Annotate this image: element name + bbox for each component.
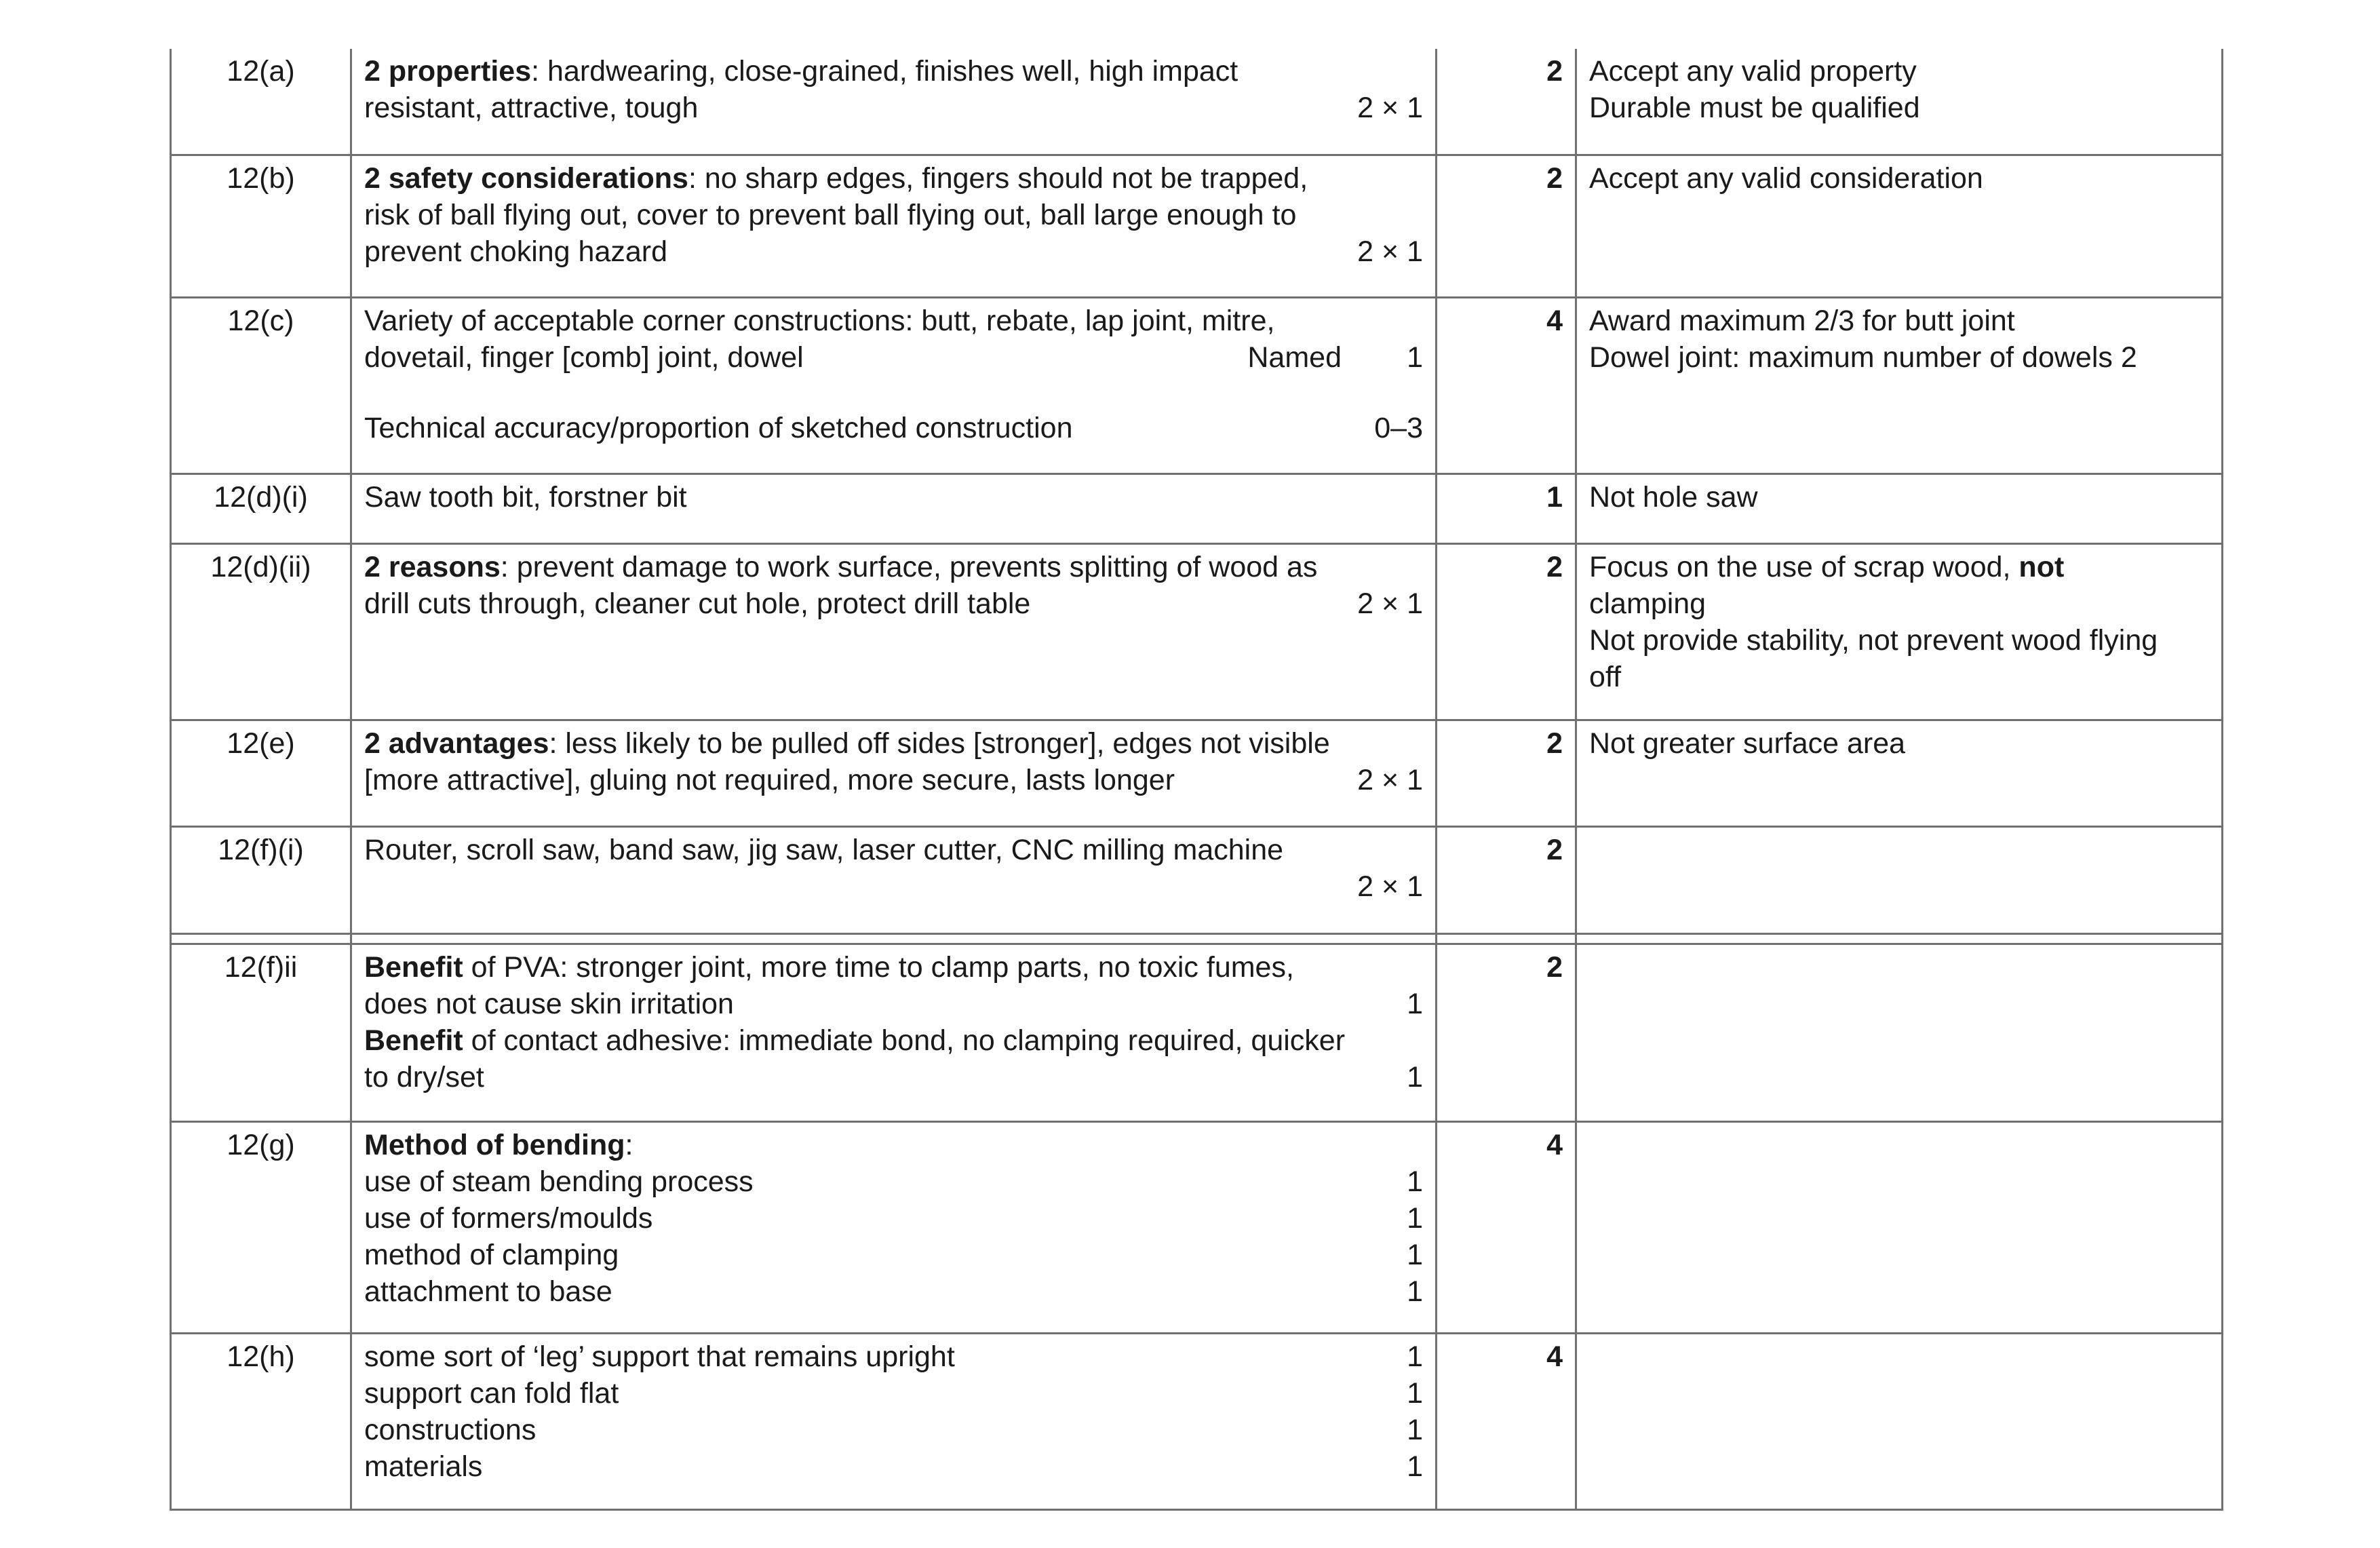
guidance-cell (1576, 1333, 2223, 1509)
answer-lead: Method of bending (364, 1128, 625, 1161)
answer-text: some sort of ‘leg’ support that remains upright (364, 1340, 955, 1373)
mark-scheme-sheet (170, 49, 2221, 1511)
guidance-cell (1576, 155, 2223, 297)
guidance-text: Not greater surface area (1589, 727, 1906, 760)
answer-text: use of steam bending process (364, 1165, 754, 1198)
answer-cell (351, 473, 1437, 543)
guidance-text: clamping (1589, 587, 1706, 620)
answer-cell (351, 543, 1437, 720)
marks-cell: 2 (1437, 155, 1576, 297)
answer-text: use of formers/moulds (364, 1201, 653, 1235)
guidance-text: Not hole saw (1589, 480, 1758, 514)
answer-text: prevent choking hazard (364, 235, 668, 268)
page-break-separator (171, 933, 2223, 944)
answer-text: resistant, attractive, tough (364, 92, 699, 124)
answer-cell (351, 297, 1437, 473)
answer-cell (351, 49, 1437, 155)
question-number: 12(h) (171, 1333, 351, 1509)
marks-cell: 4 (1437, 297, 1576, 473)
answer-cell (351, 1121, 1437, 1333)
marks-cell: 1 (1437, 473, 1576, 543)
guidance-text: Accept any valid property (1589, 55, 1917, 88)
table-row (171, 1121, 2223, 1333)
guidance-text: off (1589, 660, 1622, 693)
question-number: 12(f)ii (171, 944, 351, 1121)
mark-scheme-table (170, 49, 2223, 1511)
guidance-cell (1576, 720, 2223, 826)
answer-text: Technical accuracy/proportion of sketched construction (364, 411, 1073, 444)
mark-allocation: 1 (1407, 987, 1423, 1020)
table-row (171, 826, 2223, 933)
answer-text: attachment to base (364, 1275, 612, 1308)
answer-text: to dry/set (364, 1060, 484, 1094)
answer-text: : no sharp edges, fingers should not be trapped, (688, 161, 1308, 195)
mark-allocation: 1 (1407, 1340, 1423, 1373)
answer-text: does not cause skin irritation (364, 987, 734, 1020)
marks-cell: 2 (1437, 944, 1576, 1121)
marks-cell: 4 (1437, 1333, 1576, 1509)
question-number: 12(a) (171, 49, 351, 155)
guidance-cell (1576, 543, 2223, 720)
table-row (171, 297, 2223, 473)
mark-allocation: 1 (1407, 1450, 1423, 1483)
question-number: 12(d)(i) (171, 473, 351, 543)
answer-lead: 2 properties (364, 55, 532, 88)
mark-allocation: 0–3 (1374, 411, 1423, 444)
mark-allocation: 1 (1407, 1060, 1423, 1094)
guidance-cell (1576, 826, 2223, 933)
answer-text: support can fold flat (364, 1376, 619, 1410)
answer-cell (351, 155, 1437, 297)
answer-lead: Benefit (364, 1024, 463, 1057)
guidance-text: Award maximum 2/3 for butt joint (1589, 304, 2015, 337)
guidance-cell (1576, 297, 2223, 473)
table-row (171, 155, 2223, 297)
mark-allocation: 2 × 1 (1357, 92, 1423, 124)
answer-text: constructions (364, 1413, 537, 1446)
mark-allocation: 2 × 1 (1357, 870, 1423, 903)
marks-cell: 4 (1437, 1121, 1576, 1333)
marks-cell: 2 (1437, 543, 1576, 720)
marks-cell: 2 (1437, 826, 1576, 933)
question-number: 12(d)(ii) (171, 543, 351, 720)
guidance-emphasis: not (2018, 550, 2065, 583)
guidance-text: Not provide stability, not prevent wood flying (1589, 623, 2158, 657)
mark-allocation: 1 (1407, 1413, 1423, 1446)
answer-text: dovetail, finger [comb] joint, dowel (364, 341, 804, 374)
mark-allocation: 1 (1407, 1165, 1423, 1198)
answer-text: Saw tooth bit, forstner bit (364, 480, 687, 514)
answer-text: : hardwearing, close-grained, finishes well, high impact (531, 55, 1238, 88)
answer-text: of contact adhesive: immediate bond, no clamping required, quicker (463, 1024, 1346, 1057)
table-row (171, 1333, 2223, 1509)
question-number: 12(b) (171, 155, 351, 297)
guidance-cell (1576, 49, 2223, 155)
answer-text: of PVA: stronger joint, more time to clamp parts, no toxic fumes, (463, 950, 1294, 984)
mark-allocation: 2 × 1 (1357, 587, 1423, 620)
answer-text: : (625, 1128, 633, 1161)
answer-text: : less likely to be pulled off sides [stronger], edges not visible (549, 727, 1330, 760)
answer-cell (351, 1333, 1437, 1509)
answer-text: Variety of acceptable corner constructions: butt, rebate, lap joint, mitre, (364, 304, 1275, 337)
answer-cell (351, 720, 1437, 826)
mark-allocation: 1 (1407, 1238, 1423, 1271)
answer-text: : prevent damage to work surface, prevents splitting of wood as (500, 550, 1318, 583)
question-number: 12(e) (171, 720, 351, 826)
guidance-text: Dowel joint: maximum number of dowels 2 (1589, 341, 2137, 374)
answer-cell (351, 826, 1437, 933)
mark-allocation: 1 (1407, 341, 1423, 374)
named-label: Named (1247, 341, 1342, 374)
marks-cell: 2 (1437, 720, 1576, 826)
table-row (171, 720, 2223, 826)
guidance-cell (1576, 1121, 2223, 1333)
answer-cell (351, 944, 1437, 1121)
table-row (171, 473, 2223, 543)
answer-text: drill cuts through, cleaner cut hole, protect drill table (364, 587, 1031, 620)
answer-text: Router, scroll saw, band saw, jig saw, laser cutter, CNC milling machine (364, 833, 1284, 866)
mark-allocation: 1 (1407, 1275, 1423, 1308)
answer-lead: Benefit (364, 950, 463, 984)
answer-text: method of clamping (364, 1238, 619, 1271)
answer-lead: 2 reasons (364, 550, 501, 583)
answer-text: risk of ball flying out, cover to prevent ball flying out, ball large enough to (364, 198, 1297, 231)
question-number: 12(g) (171, 1121, 351, 1333)
answer-text: [more attractive], gluing not required, more secure, lasts longer (364, 763, 1175, 796)
mark-allocation: 2 × 1 (1357, 763, 1423, 796)
answer-lead: 2 advantages (364, 727, 549, 760)
table-row (171, 543, 2223, 720)
guidance-text: Durable must be qualified (1589, 92, 1920, 124)
guidance-cell (1576, 473, 2223, 543)
answer-text: materials (364, 1450, 483, 1483)
mark-allocation: 2 × 1 (1357, 235, 1423, 268)
question-number: 12(c) (171, 297, 351, 473)
answer-lead: 2 safety considerations (364, 161, 688, 195)
guidance-text: Accept any valid consideration (1589, 161, 1983, 195)
mark-allocation: 1 (1407, 1201, 1423, 1235)
table-row (171, 944, 2223, 1121)
mark-allocation: 1 (1407, 1376, 1423, 1410)
guidance-text: Focus on the use of scrap wood, (1589, 550, 2019, 583)
question-number: 12(f)(i) (171, 826, 351, 933)
guidance-cell (1576, 944, 2223, 1121)
table-row (171, 49, 2223, 155)
marks-cell: 2 (1437, 49, 1576, 155)
